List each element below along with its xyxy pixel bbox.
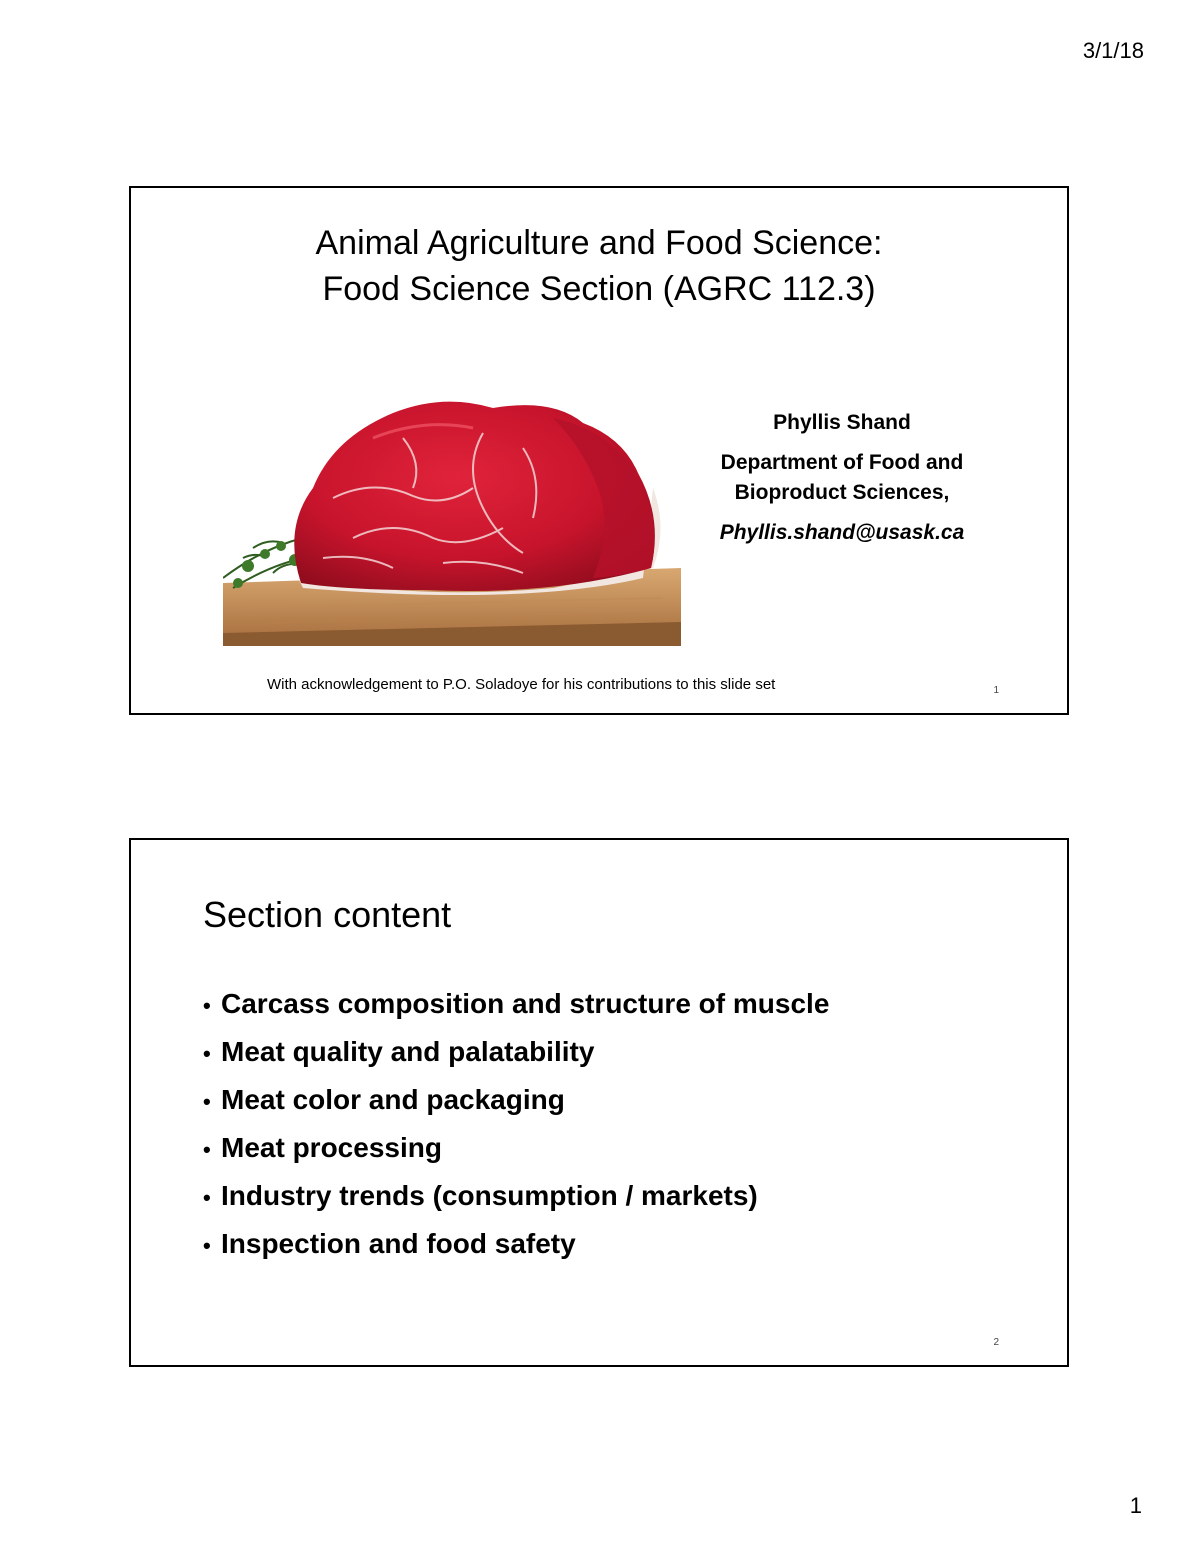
author-department [691, 448, 993, 508]
list-item: • Meat color and packaging [203, 1076, 829, 1124]
author-email[interactable]: Phyllis.shand@usask.ca [719, 521, 965, 544]
bullet-icon: • [203, 1185, 211, 1210]
meat-photo [223, 378, 681, 646]
title-line-2: Food Science Section (AGRC 112.3) [322, 270, 876, 308]
slide-1 [129, 186, 1069, 715]
list-item: • Meat quality and palatability [203, 1028, 829, 1076]
list-item: • Carcass composition and structure of muscle [203, 980, 829, 1028]
slide-title: Section content [203, 894, 452, 935]
author-name: Phyllis Shand [773, 411, 911, 434]
bullet-icon: • [203, 1041, 211, 1066]
bullet-icon: • [203, 1137, 211, 1162]
list-item: • Meat processing [203, 1124, 829, 1172]
department-line-2: Bioproduct Sciences, [734, 481, 950, 504]
page-number: 1 [1129, 1493, 1142, 1518]
bullet-icon: • [203, 993, 211, 1018]
acknowledgement: With acknowledgement to P.O. Soladoye for his contributions to this slide set [267, 676, 776, 693]
author-block [691, 408, 993, 548]
page-date: 3/1/18 [1082, 38, 1144, 63]
title-line-1: Animal Agriculture and Food Science: [315, 224, 883, 262]
slide-number: 2 [993, 1337, 999, 1348]
department-line-1: Department of Food and [720, 451, 964, 474]
bullet-icon: • [203, 1233, 211, 1258]
bullet-icon: • [203, 1089, 211, 1114]
bullet-list [203, 980, 829, 1268]
list-item: • Inspection and food safety [203, 1220, 829, 1268]
slide-title [131, 220, 1067, 312]
slide-number: 1 [993, 685, 999, 696]
slide-2 [129, 838, 1069, 1367]
list-item: • Industry trends (consumption / markets) [203, 1172, 829, 1220]
